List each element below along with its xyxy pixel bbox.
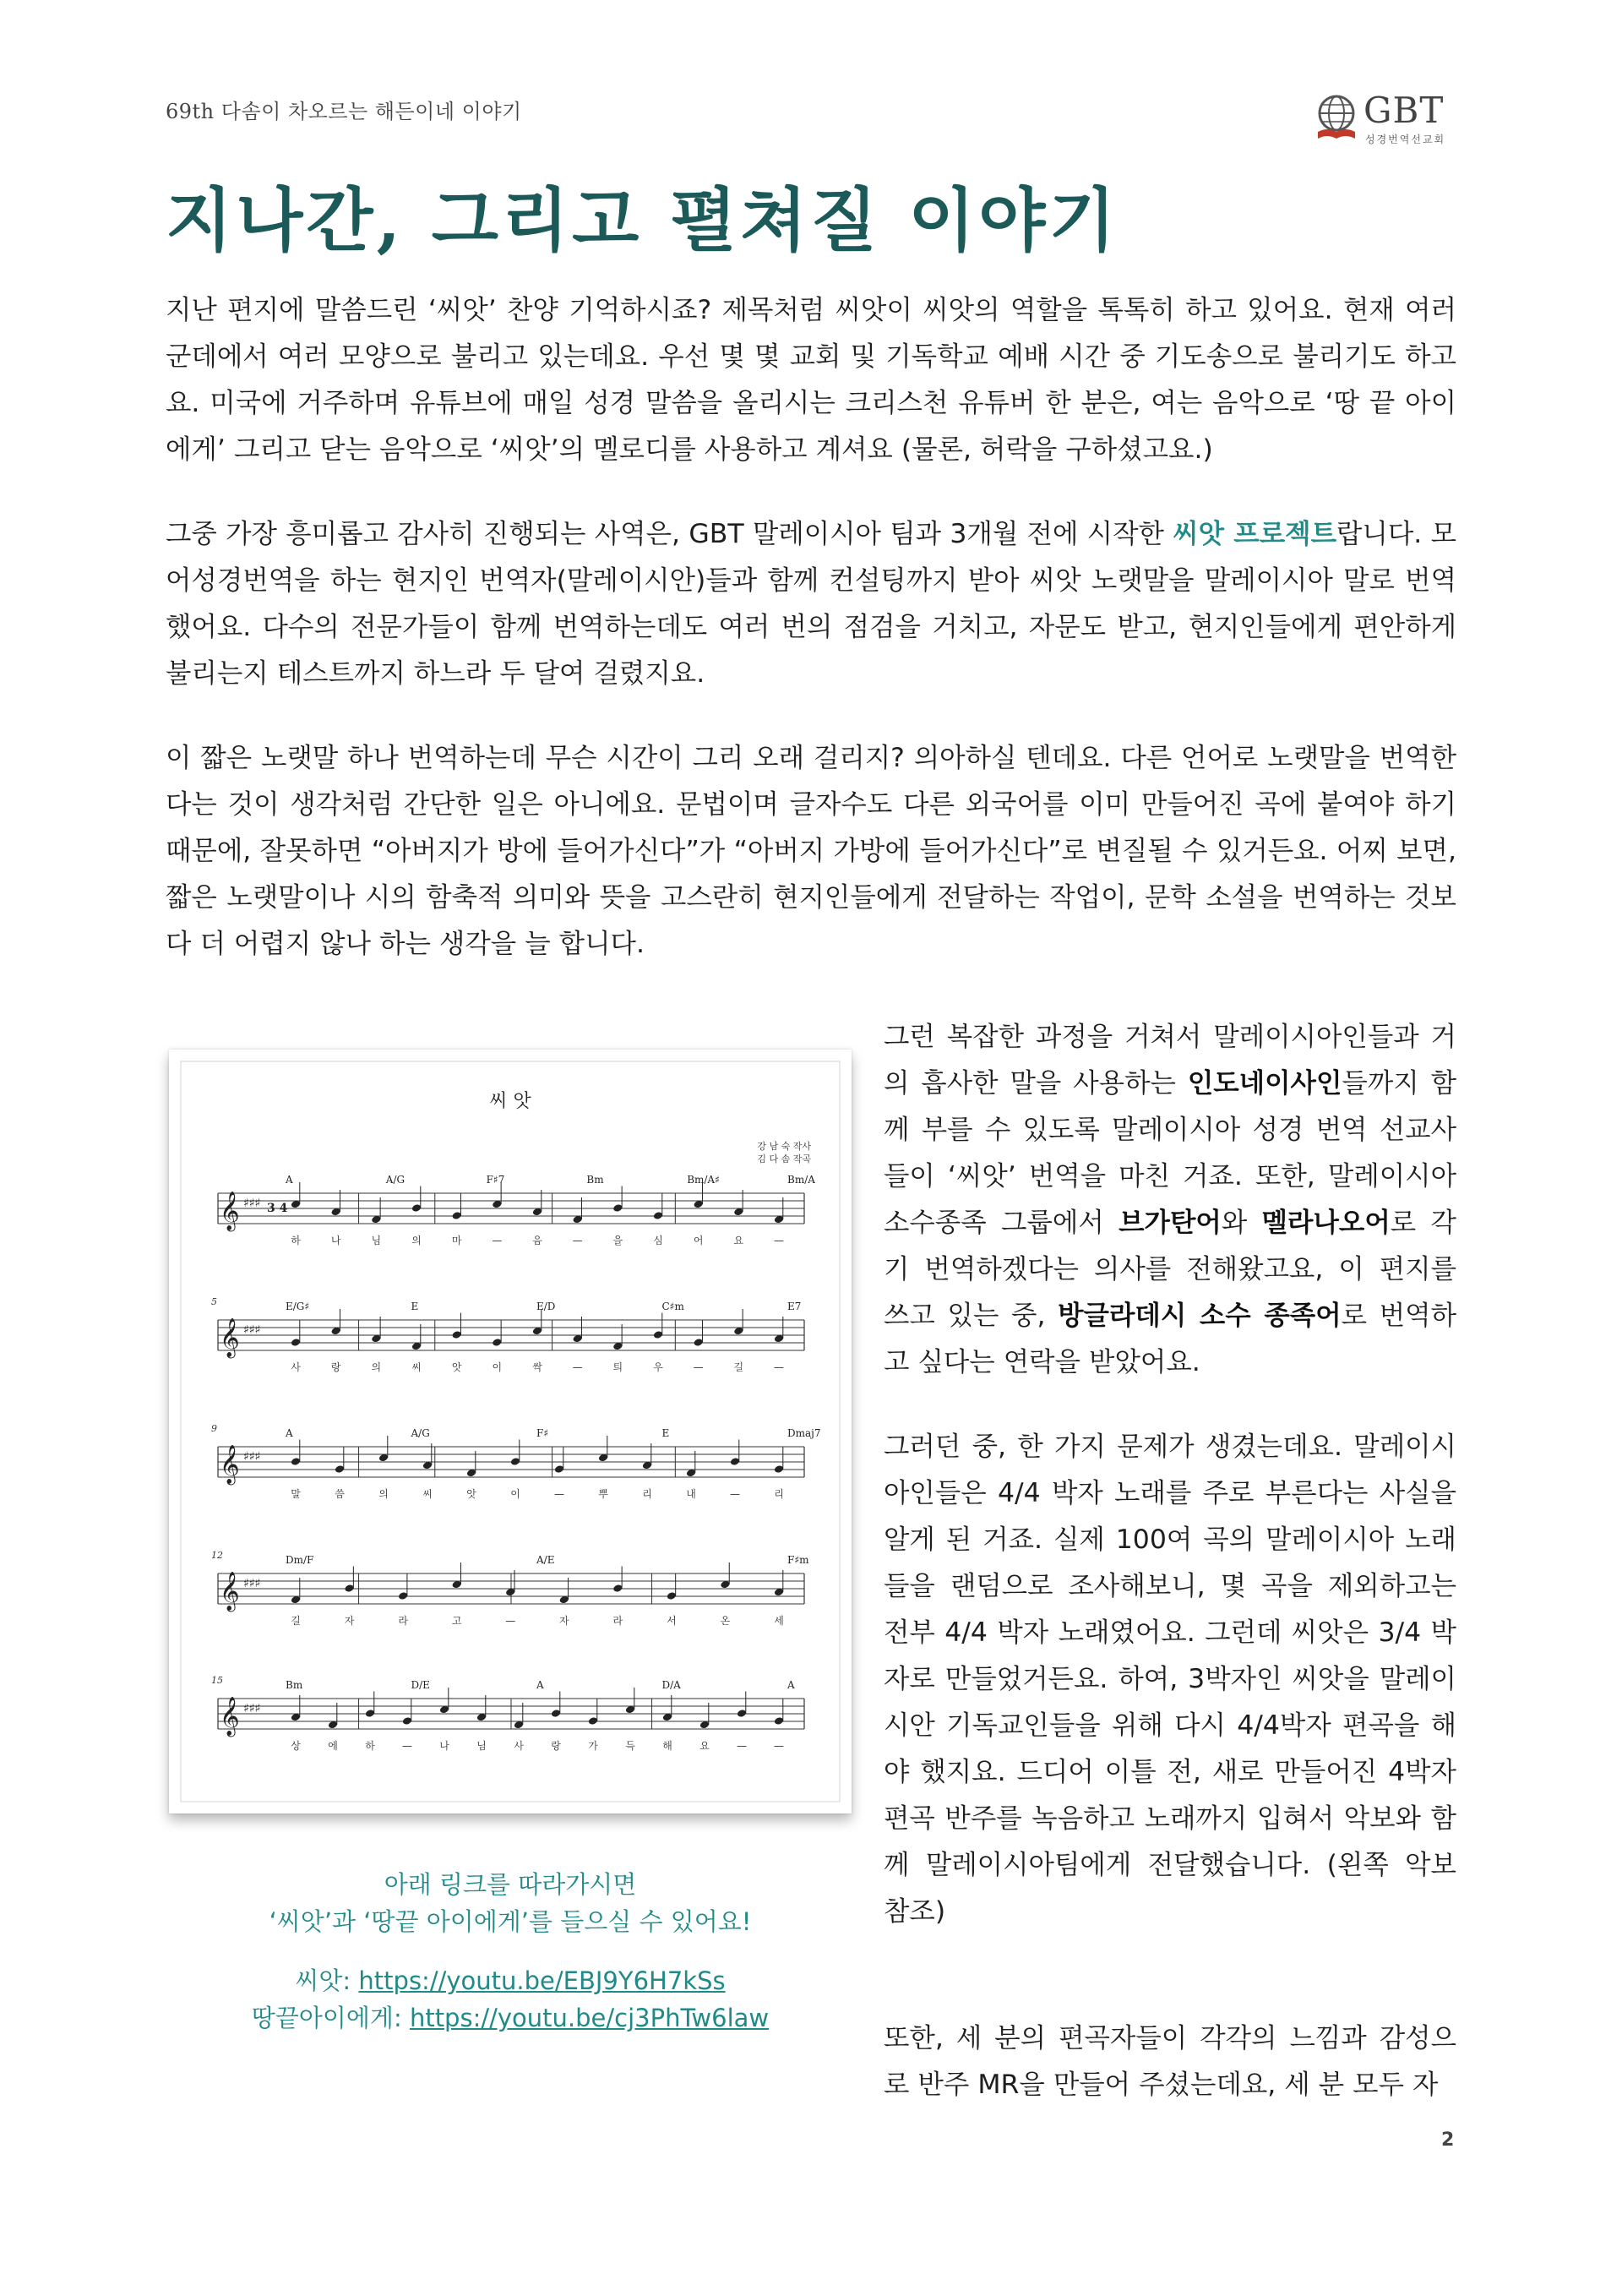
lyric-syllable: — — [730, 1488, 740, 1500]
lyric-syllable: 님 — [371, 1235, 382, 1246]
chord-symbol: Bm — [586, 1174, 604, 1186]
right-paragraph-1 — [884, 1014, 1456, 1386]
measure-number: 9 — [211, 1423, 217, 1434]
gbt-logo — [1314, 90, 1480, 150]
chord-symbol: F♯7 — [486, 1174, 505, 1186]
measure-number: 12 — [211, 1550, 223, 1561]
lyric-syllable: 득 — [625, 1740, 635, 1752]
lyric-syllable: — — [402, 1740, 412, 1752]
lyric-syllable: — — [774, 1740, 784, 1752]
chord-symbol: D/A — [661, 1679, 681, 1691]
paragraph-1: 지난 편지에 말씀드린 ‘씨앗’ 찬양 기억하시죠? 제목처럼 씨앗이 씨앗의 역할을 톡톡히 하고 있어요. 현재 여러 군데에서 여러 모양으로 불리고 있는데요. 우선 몇 몇 교회 및 기독학교 예배 시간 중 기도송으로 불리기도 하고요. 미국에 거주하며 유튜브에 매일 성경 말씀을 올리시는 크리스천 유튜버 한 분은, 여는 음악으로 ‘땅 끝 아이에게’ 그리고 닫는 음악으로 ‘씨앗’의 멜로디를 사용하고 계셔요 (물론, 허락을 구하셨고요.) — [166, 295, 1456, 465]
lyric-syllable: — — [693, 1361, 704, 1373]
lyric-syllable: 의 — [411, 1235, 422, 1246]
page-number: 2 — [1441, 2130, 1455, 2151]
right-p1-text-a: 그런 복잡한 과정을 거쳐서 말레이시아인들과 거의 흡사한 말을 사용하는 — [884, 1022, 1456, 1099]
sheet-frame — [181, 1061, 840, 1802]
score-credit-lyrics: 강 남 숙 작사 — [757, 1141, 811, 1152]
globe-book-icon — [1314, 93, 1358, 144]
lyric-syllable: 자 — [344, 1615, 355, 1627]
logo-subtitle: 성경번역선교회 — [1365, 134, 1446, 145]
link-1-label: 씨앗: — [295, 1966, 359, 1995]
lyric-syllable: 씨 — [422, 1488, 433, 1500]
lyric-syllable: — — [572, 1235, 583, 1246]
treble-clef: 𝄞 — [220, 1445, 240, 1484]
lyric-syllable: 길 — [733, 1361, 744, 1373]
lyric-syllable: 내 — [686, 1488, 696, 1500]
chord-symbol: Bm/A♯ — [687, 1174, 720, 1186]
right-p1-text-f: 로 번역하고 싶다는 연락을 받았어요. — [884, 1301, 1457, 1377]
key-sharps: ♯♯♯ — [243, 1323, 261, 1337]
lyric-syllable: 랑 — [330, 1361, 341, 1373]
lyric-syllable: 리 — [642, 1488, 652, 1500]
lyric-syllable: — — [774, 1235, 784, 1246]
lyric-syllable: 어 — [693, 1235, 704, 1246]
lyric-syllable: 사 — [291, 1361, 301, 1373]
lyric-syllable: 상 — [291, 1740, 301, 1752]
seed-project-highlight: 씨앗 프로젝트 — [1173, 519, 1336, 549]
lyric-syllable: 하 — [291, 1235, 301, 1246]
lyric-syllable: 나 — [330, 1235, 341, 1246]
lyric-syllable: 하 — [365, 1740, 375, 1752]
chord-symbol: Dmaj7 — [787, 1427, 821, 1439]
link-2-label: 땅끝아이에게: — [251, 2004, 410, 2032]
lyric-syllable: 가 — [588, 1740, 598, 1752]
lyric-syllable: 우 — [653, 1361, 663, 1373]
lyric-syllable: 세 — [774, 1615, 784, 1627]
melanau-bold: 멜라나오어 — [1261, 1208, 1391, 1238]
lyric-syllable: 음 — [532, 1235, 542, 1246]
time-signature: 3 4 — [267, 1202, 288, 1215]
lyric-syllable: 의 — [371, 1361, 382, 1373]
lyric-syllable: 리 — [774, 1488, 784, 1500]
lyric-syllable: 온 — [720, 1615, 731, 1627]
right-p1-text-d: 와 — [1221, 1208, 1262, 1238]
chord-symbol: A — [286, 1174, 293, 1186]
chord-symbol: A/G — [385, 1174, 406, 1186]
chord-symbol: A/G — [411, 1427, 430, 1439]
paragraph-2-text-a: 그중 가장 흥미롭고 감사히 진행되는 사역은, GBT 말레이시아 팀과 3개월 전에 시작한 — [166, 519, 1173, 549]
sheet-music-score — [169, 1050, 852, 1813]
lyric-syllable: — — [774, 1361, 784, 1373]
paragraph-2-text-b: 랍니다. 모어성경번역을 하는 현지인 번역자(말레이시안)들과 함께 컨설팅까지 받아 씨앗 노랫말을 말레이시아 말로 번역했어요. 다수의 전문가들이 함께 번역하는데도 여러 번의 점검을 거치고, 자문도 받고, 현지인들에게 편안하게 불리는지 테스트까지 하느라 두 달여 걸렸지요. — [166, 519, 1456, 689]
lyric-syllable: 의 — [378, 1488, 389, 1500]
paragraph-3: 이 짧은 노랫말 하나 번역하는데 무슨 시간이 그리 오래 걸리지? 의아하실 텐데요. 다른 언어로 노랫말을 번역한다는 것이 생각처럼 간단한 일은 아니에요. 문법이며 글자수도 다른 외국어를 이미 만들어진 곡에 붙여야 하기 때문에, 잘못하면 “아버지가 방에 들어가신다”가 “아버지 가방에 들어가신다”로 변질될 수 있거든요. 어찌 보면, 짧은 노랫말이나 시의 함축적 의미와 뜻을 고스란히 현지인들에게 전달하는 작업이, 문학 소설을 번역하는 것보다 더 어렵지 않나 하는 생각을 늘 합니다. — [166, 743, 1456, 959]
lyric-syllable: 님 — [476, 1740, 487, 1752]
score-credit-music: 김 다 솜 작곡 — [757, 1153, 811, 1164]
chord-symbol: E7 — [787, 1301, 802, 1312]
chord-symbol: E — [411, 1301, 419, 1312]
right-paragraph-2: 그러던 중, 한 가지 문제가 생겼는데요. 말레이시아인들은 4/4 박자 노래를 주로 부른다는 사실을 알게 된 거죠. 실제 100여 곡의 말레이시아 노래들을 랜덤으로 조사해보니, 몇 곡을 제외하고는 전부 4/4 박자 노래였어요. 그런데 씨앗은 3/4 박자로 만들었거든요. 하여, 3박자인 씨앗을 말레이시안 기독교인들을 위해 다시 4/4박자 편곡을 해야 했지요. 드디어 이틀 전, 새로 만들어진 4박자 편곡 반주를 녹음하고 노래까지 입혀서 악보와 함께 말레이시아팀에게 전달했습니다. (왼쪽 악보 참조) — [884, 1432, 1456, 1927]
sheet-music — [169, 1050, 852, 1813]
earth-end-child-video-link[interactable]: https://youtu.be/cj3PhTw6law — [409, 2004, 770, 2032]
caption-link-2 — [169, 1999, 852, 2037]
lyric-syllable: 이 — [492, 1361, 503, 1373]
lyric-syllable: 에 — [328, 1740, 338, 1752]
lyric-syllable: 말 — [291, 1488, 301, 1500]
lyric-syllable: 싹 — [532, 1361, 542, 1373]
lyric-syllable: 이 — [510, 1488, 520, 1500]
paragraph-2 — [166, 511, 1456, 697]
key-sharps: ♯♯♯ — [243, 1702, 261, 1715]
lyric-syllable: — — [505, 1615, 516, 1627]
right-p1-text-c: 들까지 함께 부를 수 있도록 말레이시아 성경 번역 선교사들이 ‘씨앗’ 번역을 마친 거죠. 또한, 말레이시아 소수종족 그룹에서 — [884, 1068, 1457, 1238]
lyric-syllable: 심 — [653, 1235, 663, 1246]
lyric-syllable: 길 — [291, 1615, 301, 1627]
chord-symbol: Bm/A — [787, 1174, 815, 1186]
chord-symbol: D/E — [411, 1679, 430, 1691]
caption-line-1: 아래 링크를 따라가시면 — [384, 1870, 637, 1899]
chord-symbol: A — [286, 1427, 293, 1439]
lyric-syllable: 라 — [612, 1615, 623, 1627]
seed-video-link[interactable]: https://youtu.be/EBJ9Y6H7kSs — [358, 1966, 726, 1995]
chord-symbol: A/E — [536, 1554, 555, 1566]
key-sharps: ♯♯♯ — [243, 1577, 261, 1590]
lyric-syllable: 요 — [699, 1740, 710, 1752]
bangladesh-minority-bold: 방글라데시 소수 종족어 — [1058, 1301, 1342, 1331]
running-header: 69th 다솜이 차오르는 해든이네 이야기 — [166, 100, 522, 123]
lyric-syllable: — — [737, 1740, 747, 1752]
chord-symbol: Dm/F — [286, 1554, 314, 1566]
lyric-syllable: 라 — [398, 1615, 408, 1627]
lyric-syllable: 뿌 — [598, 1488, 608, 1500]
lyric-syllable: 나 — [439, 1740, 449, 1752]
lyric-syllable: 서 — [667, 1615, 677, 1627]
treble-clef: 𝄞 — [220, 1572, 240, 1611]
lyric-syllable: 앗 — [451, 1361, 462, 1373]
chord-symbol: A — [787, 1679, 795, 1691]
chord-symbol: E/D — [536, 1301, 556, 1312]
lyric-syllable: 씀 — [335, 1488, 345, 1500]
indonesian-bold: 인도네이사인 — [1187, 1068, 1342, 1099]
chord-symbol: F♯m — [787, 1554, 809, 1566]
lyric-syllable: 해 — [662, 1740, 672, 1752]
key-sharps: ♯♯♯ — [243, 1450, 261, 1464]
chord-symbol: A — [536, 1679, 544, 1691]
caption-line-2: ‘씨앗’과 ‘땅끝 아이에게’를 들으실 수 있어요! — [269, 1907, 752, 1936]
lyric-syllable: 앗 — [466, 1488, 476, 1500]
treble-clef: 𝄞 — [220, 1192, 240, 1230]
lyric-syllable: — — [492, 1235, 503, 1246]
lyric-syllable: 요 — [733, 1235, 744, 1246]
chord-symbol: Bm — [286, 1679, 303, 1691]
key-sharps: ♯♯♯ — [243, 1197, 261, 1210]
lyric-syllable: — — [572, 1361, 583, 1373]
caption-link-1 — [169, 1962, 852, 1999]
chord-symbol: E/G♯ — [286, 1301, 310, 1312]
score-title: 씨 앗 — [489, 1091, 531, 1112]
chord-symbol: E — [661, 1427, 670, 1439]
right-p1-text-e: 로 각기 번역하겠다는 의사를 전해왔고요, 이 편지를 쓰고 있는 중, — [884, 1208, 1456, 1331]
measure-number: 5 — [211, 1296, 217, 1307]
lyric-syllable: 랑 — [551, 1740, 561, 1752]
chord-symbol: F♯ — [536, 1427, 549, 1439]
right-paragraph-3: 또한, 세 분의 편곡자들이 각각의 느낌과 감성으로 반주 MR을 만들어 주셨는데요, 세 분 모두 자 — [884, 2023, 1456, 2100]
lyric-syllable: 틔 — [612, 1361, 623, 1373]
chord-symbol: C♯m — [661, 1301, 684, 1312]
lyric-syllable: 고 — [451, 1615, 462, 1627]
lyric-syllable: 마 — [451, 1235, 462, 1246]
measure-number: 15 — [211, 1675, 223, 1686]
logo-text: GBT — [1363, 90, 1445, 131]
lyric-syllable: 을 — [612, 1235, 623, 1246]
page-title: 지나간, 그리고 펼쳐질 이야기 — [166, 180, 1119, 261]
bgatan-bold: 브가탄어 — [1119, 1208, 1222, 1238]
lyric-syllable: 자 — [558, 1615, 569, 1627]
treble-clef: 𝄞 — [220, 1697, 240, 1736]
treble-clef: 𝄞 — [220, 1318, 240, 1357]
lyric-syllable: 사 — [514, 1740, 524, 1752]
lyric-syllable: 씨 — [411, 1361, 422, 1373]
lyric-syllable: — — [554, 1488, 564, 1500]
